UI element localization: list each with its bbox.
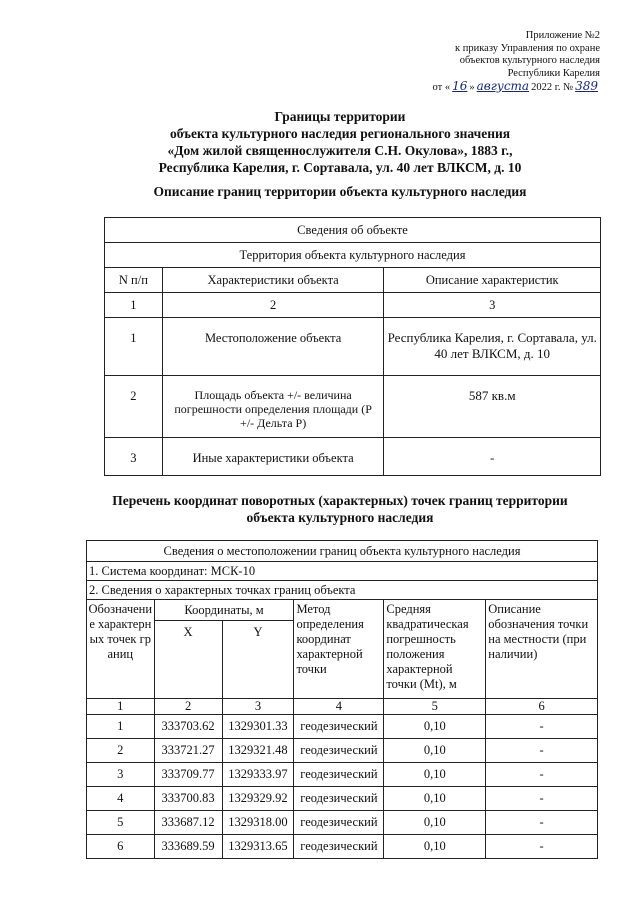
method: геодезический <box>294 739 384 763</box>
point-number: 5 <box>87 811 155 835</box>
column-number: 3 <box>384 293 601 318</box>
annex-line: Приложение №2 <box>525 30 600 41</box>
row-number: 2 <box>105 376 163 438</box>
characteristic-name: Местоположение объекта <box>162 318 384 376</box>
table-row <box>87 835 598 859</box>
date-month: августа <box>476 79 530 93</box>
table-row <box>87 739 598 763</box>
table-header: Территория объекта культурного наследия <box>105 243 601 268</box>
table-row <box>87 811 598 835</box>
date-year: 2022 г. № <box>531 82 574 93</box>
method: геодезический <box>294 715 384 739</box>
annex-block <box>380 30 600 95</box>
column-header-y: Y <box>222 621 294 699</box>
annex-date-line <box>380 80 600 95</box>
error: 0,10 <box>384 811 486 835</box>
annex-line: к приказу Управления по охране <box>455 42 600 54</box>
point-description: - <box>486 811 598 835</box>
characteristic-value: Республика Карелия, г. Сортавала, ул. 40 лет ВЛКСМ, д. 10 <box>384 318 601 376</box>
error: 0,10 <box>384 787 486 811</box>
characteristic-value: - <box>384 438 601 476</box>
section-title: Описание границ территории объекта культурного наследия <box>153 184 527 199</box>
table-row <box>87 715 598 739</box>
coord-x: 333721.27 <box>154 739 222 763</box>
title-line: объекта культурного наследия регионального значения <box>169 126 511 141</box>
table-row <box>87 787 598 811</box>
table-row <box>87 763 598 787</box>
column-number: 3 <box>222 699 294 715</box>
coord-x: 333687.12 <box>154 811 222 835</box>
point-number: 3 <box>87 763 155 787</box>
column-number: 4 <box>294 699 384 715</box>
point-number: 1 <box>87 715 155 739</box>
error: 0,10 <box>384 835 486 859</box>
coordinates-table <box>86 540 598 859</box>
coord-y: 1329329.92 <box>222 787 294 811</box>
column-number: 1 <box>87 699 155 715</box>
error: 0,10 <box>384 739 486 763</box>
characteristic-value: 587 кв.м <box>384 376 601 438</box>
table-header: Сведения о местоположении границ объекта культурного наследия <box>87 541 598 562</box>
coord-x: 333709.77 <box>154 763 222 787</box>
point-description: - <box>486 835 598 859</box>
points-header: 2. Сведения о характерных точках границ объекта <box>87 581 598 600</box>
title-line: объекта культурного наследия <box>246 510 434 525</box>
coord-y: 1329321.48 <box>222 739 294 763</box>
column-header: Описание характеристик <box>384 268 601 293</box>
date-mid: » <box>469 82 475 93</box>
error: 0,10 <box>384 763 486 787</box>
coord-x: 333700.83 <box>154 787 222 811</box>
document-title <box>60 108 620 176</box>
method: геодезический <box>294 787 384 811</box>
point-description: - <box>486 715 598 739</box>
row-number: 3 <box>105 438 163 476</box>
title-line: «Дом жилой священнослужителя С.Н. Окулова», 1883 г., <box>167 143 513 158</box>
coordinate-system: 1. Система координат: МСК-10 <box>87 562 598 581</box>
column-header-method: Метод определения координат характерной точки <box>294 600 384 699</box>
column-header-error: Средняя квадратическая погрешность положения характерной точки (Mt), м <box>384 600 486 699</box>
date-prefix: от « <box>432 82 451 93</box>
column-header-x: X <box>154 621 222 699</box>
point-description: - <box>486 787 598 811</box>
coord-y: 1329313.65 <box>222 835 294 859</box>
annex-line: объектов культурного наследия <box>459 55 600 66</box>
title-line: Границы территории <box>274 109 406 124</box>
column-number: 5 <box>384 699 486 715</box>
point-number: 4 <box>87 787 155 811</box>
coord-x: 333689.59 <box>154 835 222 859</box>
point-number: 2 <box>87 739 155 763</box>
title-line: Перечень координат поворотных (характерных) точек границ территории <box>112 493 568 508</box>
point-number: 6 <box>87 835 155 859</box>
coord-y: 1329301.33 <box>222 715 294 739</box>
method: геодезический <box>294 763 384 787</box>
table-header: Сведения об объекте <box>105 218 601 243</box>
column-number: 6 <box>486 699 598 715</box>
point-description: - <box>486 763 598 787</box>
coordinates-section-title <box>60 492 620 526</box>
method: геодезический <box>294 835 384 859</box>
column-number: 2 <box>154 699 222 715</box>
column-header: N п/п <box>105 268 163 293</box>
column-number: 2 <box>162 293 384 318</box>
title-line: Республика Карелия, г. Сортавала, ул. 40 лет ВЛКСМ, д. 10 <box>158 160 522 175</box>
annex-line: Республики Карелия <box>507 67 600 79</box>
coord-y: 1329333.97 <box>222 763 294 787</box>
column-header: Характеристики объекта <box>162 268 384 293</box>
point-description: - <box>486 739 598 763</box>
coord-x: 333703.62 <box>154 715 222 739</box>
column-header-coords: Координаты, м <box>154 600 294 621</box>
method: геодезический <box>294 811 384 835</box>
order-number: 389 <box>575 79 598 93</box>
coord-y: 1329318.00 <box>222 811 294 835</box>
error: 0,10 <box>384 715 486 739</box>
date-day: 16 <box>452 79 468 93</box>
column-number: 1 <box>105 293 163 318</box>
column-header-description: Описание обозначения точки на местности (при наличии) <box>486 600 598 699</box>
characteristic-name: Иные характеристики объекта <box>162 438 384 476</box>
object-info-table <box>104 217 601 476</box>
row-number: 1 <box>105 318 163 376</box>
column-header-point: Обозначение характерных точек границ <box>87 600 155 699</box>
characteristic-name: Площадь объекта +/- величина погрешности определения площади (Р +/- Дельта Р) <box>162 376 384 438</box>
